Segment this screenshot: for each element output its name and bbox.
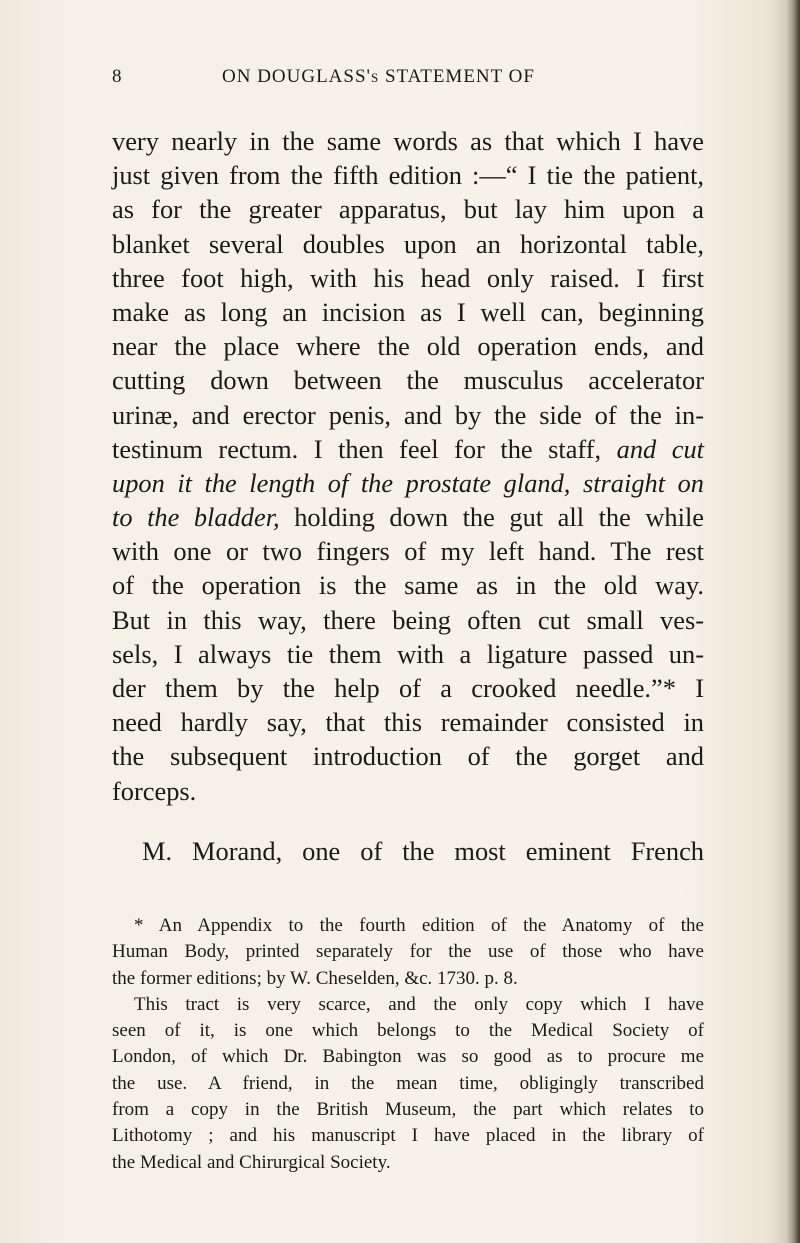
page-edge-shadow (786, 0, 800, 1243)
italic-segment: upon it the length of the prostate gland, (112, 467, 571, 498)
footnote-line: the use. A friend, in the mean time, obligingly transcribed (112, 1072, 704, 1094)
footnote-line: the Medical and Chirurgical Society. (112, 1151, 391, 1173)
running-head (112, 66, 712, 96)
text-line (112, 500, 704, 534)
text-line (112, 432, 704, 466)
text-line: urinæ, and erector penis, and by the side of the in- (112, 399, 704, 430)
text-line: forceps. (112, 775, 197, 806)
text-line: need hardly say, that this remainder consisted in (112, 707, 704, 738)
italic-segment: straight on (582, 467, 704, 498)
text-line: near the place where the old operation ends, and (112, 331, 704, 362)
text-line: make as long an incision as I well can, beginning (112, 296, 704, 327)
paragraph-gap (112, 808, 704, 834)
italic-segment: and cut (616, 433, 704, 464)
text-line: der them by the help of a crooked needle.”* I (112, 673, 704, 703)
text-segment: testinum rectum. I then feel for the staff, (112, 433, 602, 464)
text-line: just given from the fifth edition :—“ I tie the patient, (112, 160, 704, 191)
footnote-line: the former editions; by W. Cheselden, &c. 1730. p. 8. (112, 967, 518, 989)
text-segment: holding down the gut all the while (294, 502, 704, 533)
footnote-line: Lithotomy ; and his manuscript I have placed in the library of (112, 1125, 704, 1147)
text-line: cutting down between the musculus accelerator (112, 365, 704, 396)
running-title: ON DOUGLASS's STATEMENT OF (222, 66, 535, 87)
page-number: 8 (112, 66, 123, 87)
footnote-line: from a copy in the British Museum, the part which relates to (112, 1099, 704, 1121)
text-line: blanket several doubles upon an horizontal table, (112, 228, 704, 259)
text-line: of the operation is the same as in the old way. (112, 570, 704, 601)
text-line: three foot high, with his head only raised. I first (112, 262, 704, 293)
footnote-line: Human Body, printed separately for the use of those who have (112, 941, 704, 963)
text-line: as for the greater apparatus, but lay him upon a (112, 194, 704, 225)
footnote-line: This tract is very scarce, and the only copy which I have (134, 993, 704, 1015)
text-line: But in this way, there being often cut small ves- (112, 604, 704, 635)
text-line: with one or two fingers of my left hand. The rest (112, 536, 704, 567)
text-line: very nearly in the same words as that which I have (112, 126, 704, 156)
footnote-line: * An Appendix to the fourth edition of the Anatomy of the (134, 915, 704, 936)
main-text (112, 124, 704, 868)
text-line (112, 466, 704, 500)
italic-segment: to the bladder, (112, 502, 280, 533)
footnote (112, 913, 704, 1176)
text-line: M. Morand, one of the most eminent French (142, 835, 704, 866)
footnote-line: seen of it, is one which belongs to the Medical Society of (112, 1020, 704, 1042)
text-line: sels, I always tie them with a ligature passed un- (112, 638, 704, 669)
footnote-line: London, of which Dr. Babington was so good as to procure me (112, 1046, 704, 1068)
text-line: the subsequent introduction of the gorget and (112, 741, 704, 772)
